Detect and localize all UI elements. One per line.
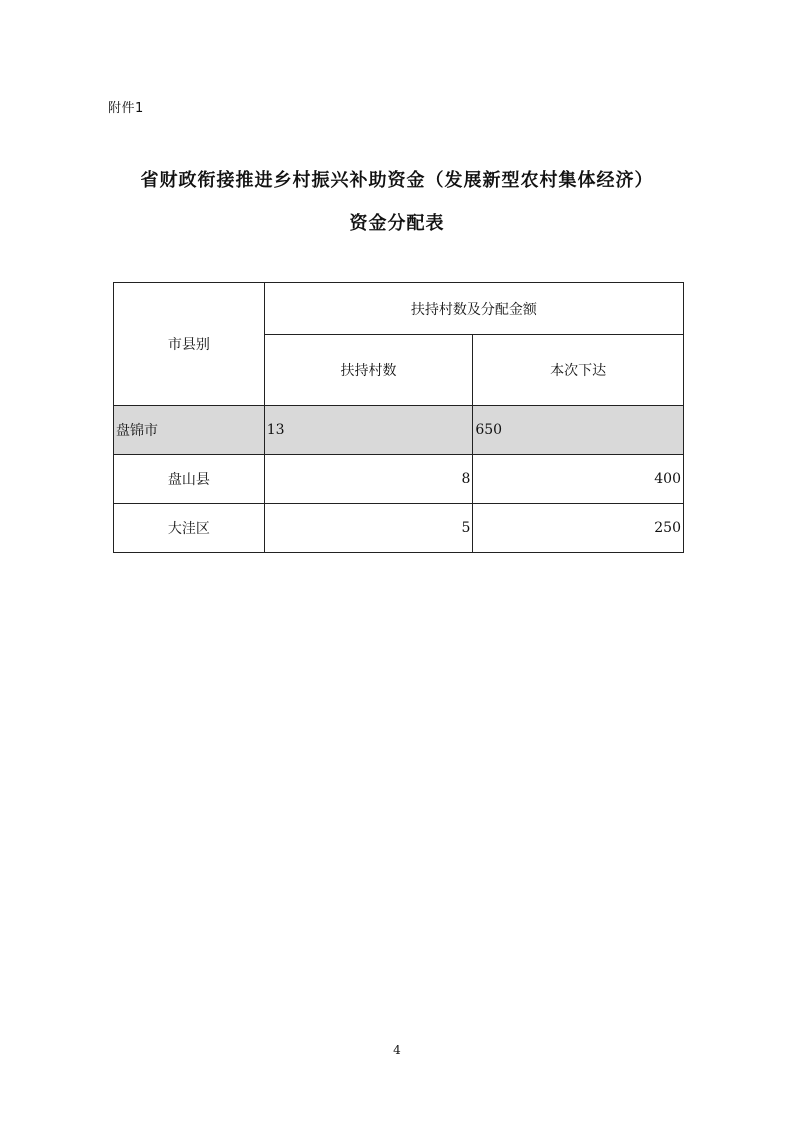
city-amount: 650 <box>473 406 684 455</box>
table-row <box>114 455 684 504</box>
county-name: 大洼区 <box>114 504 265 553</box>
allocation-table <box>113 282 684 553</box>
header-region: 市县别 <box>114 283 265 406</box>
county-name: 盘山县 <box>114 455 265 504</box>
county-villages: 5 <box>264 504 473 553</box>
county-amount: 400 <box>473 455 684 504</box>
city-villages: 13 <box>264 406 473 455</box>
document-subtitle: 资金分配表 <box>349 213 445 234</box>
page-number: 4 <box>393 1043 401 1057</box>
table-header-row <box>114 283 684 335</box>
header-group: 扶持村数及分配金额 <box>264 283 683 335</box>
county-villages: 8 <box>264 455 473 504</box>
table-row-city <box>114 406 684 455</box>
header-amount: 本次下达 <box>473 335 684 406</box>
city-name: 盘锦市 <box>114 406 265 455</box>
header-villages: 扶持村数 <box>264 335 473 406</box>
attachment-label: 附件1 <box>108 101 144 116</box>
document-title: 省财政衔接推进乡村振兴补助资金（发展新型农村集体经济） <box>140 170 654 191</box>
county-amount: 250 <box>473 504 684 553</box>
table-row <box>114 504 684 553</box>
